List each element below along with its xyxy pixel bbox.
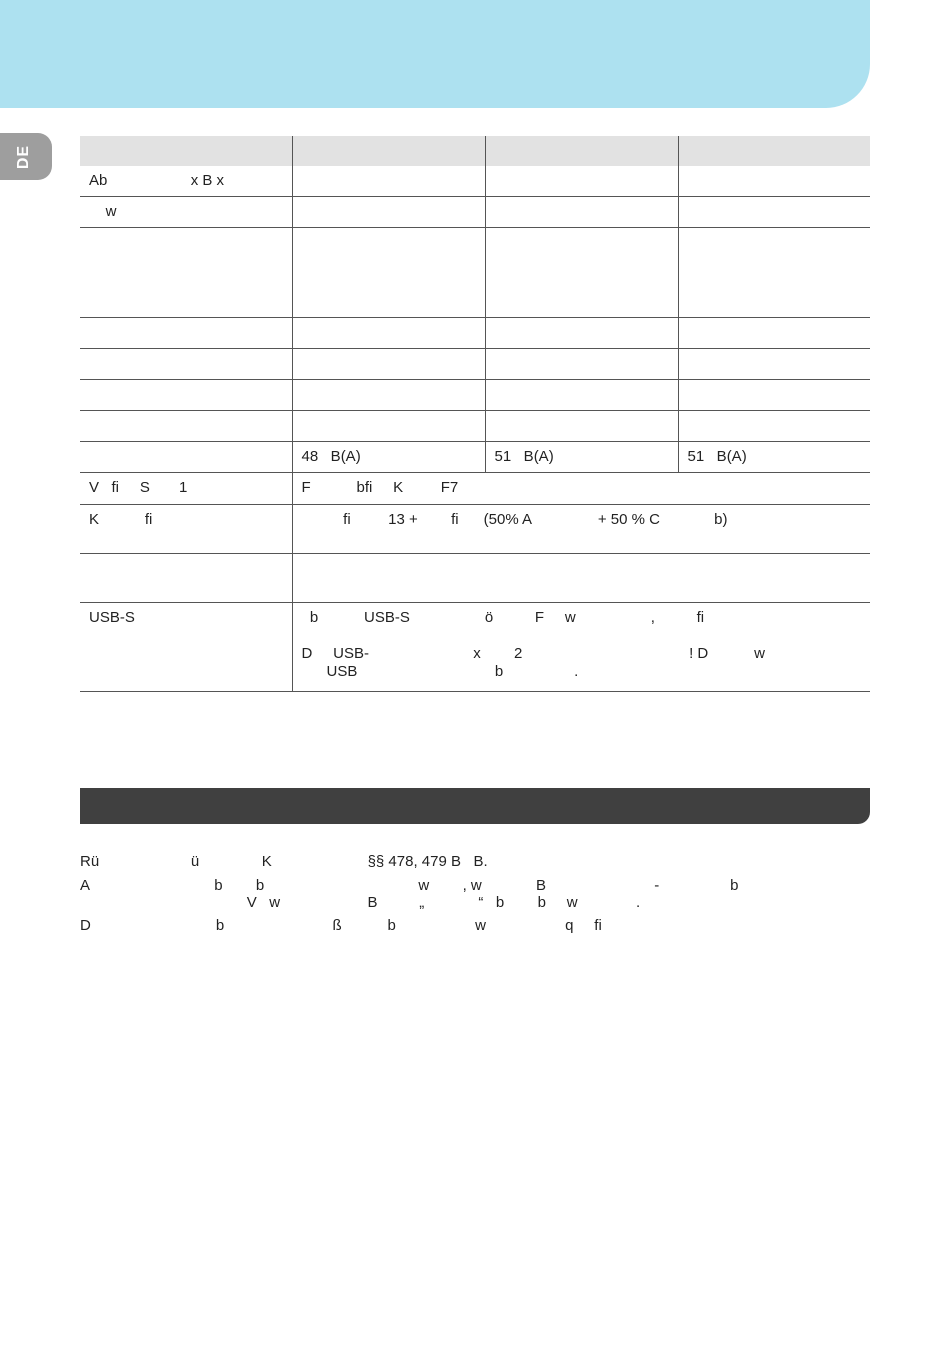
usb-note-line: D USB- x 2 ! D w USB b . bbox=[301, 645, 765, 680]
table-cell bbox=[292, 411, 485, 442]
table-row-usb bbox=[80, 603, 870, 692]
row-label bbox=[80, 318, 292, 349]
language-tab-label: DE bbox=[15, 144, 32, 170]
table-cell bbox=[485, 411, 678, 442]
table-cell bbox=[678, 349, 870, 380]
header-banner bbox=[0, 0, 870, 108]
table-row bbox=[80, 554, 870, 603]
paragraph: A b b w , w B - b V w B „ “ b b w . bbox=[80, 877, 739, 911]
row-label: V fi S 1 bbox=[80, 473, 292, 505]
table-row bbox=[80, 197, 870, 228]
table-row bbox=[80, 166, 870, 197]
table-cell: fi 13 + fi (50% A + 50 % C b) bbox=[292, 505, 870, 554]
row-label: K fi bbox=[80, 505, 292, 554]
table-cell bbox=[678, 228, 870, 318]
usb-note-cell bbox=[292, 603, 870, 692]
noise-value: 51 B(A) bbox=[678, 442, 870, 473]
table-cell bbox=[292, 349, 485, 380]
specs-table bbox=[80, 136, 870, 692]
table-cell bbox=[292, 554, 870, 603]
table-row bbox=[80, 380, 870, 411]
row-label: Ab x B x bbox=[80, 166, 292, 197]
table-cell bbox=[678, 411, 870, 442]
table-row bbox=[80, 228, 870, 318]
row-label bbox=[80, 380, 292, 411]
table-cell bbox=[485, 166, 678, 197]
row-label bbox=[80, 228, 292, 318]
noise-value: 48 B(A) bbox=[292, 442, 485, 473]
table-row bbox=[80, 411, 870, 442]
table-header-cell bbox=[292, 136, 485, 166]
table-cell bbox=[485, 197, 678, 228]
table-header-row bbox=[80, 136, 870, 166]
table-cell bbox=[485, 349, 678, 380]
table-row bbox=[80, 473, 870, 505]
paragraph: Rü ü K §§ 478, 479 B B. bbox=[80, 853, 488, 870]
table-cell bbox=[485, 228, 678, 318]
table-cell bbox=[485, 380, 678, 411]
table-cell bbox=[678, 318, 870, 349]
row-label bbox=[80, 442, 292, 473]
row-label: w bbox=[80, 197, 292, 228]
table-header-cell bbox=[485, 136, 678, 166]
row-label: USB-S bbox=[80, 603, 292, 692]
table-cell bbox=[292, 380, 485, 411]
table-row bbox=[80, 505, 870, 554]
table-header-cell bbox=[678, 136, 870, 166]
row-label bbox=[80, 554, 292, 603]
table-header-cell bbox=[80, 136, 292, 166]
paragraph: D b ß b w q fi bbox=[80, 917, 602, 934]
table-row bbox=[80, 318, 870, 349]
table-cell bbox=[678, 166, 870, 197]
table-cell bbox=[292, 318, 485, 349]
table-cell bbox=[678, 197, 870, 228]
section-header-bar bbox=[80, 788, 870, 824]
row-label bbox=[80, 349, 292, 380]
table-row-noise bbox=[80, 442, 870, 473]
table-cell bbox=[292, 228, 485, 318]
table-cell bbox=[678, 380, 870, 411]
table-cell bbox=[292, 166, 485, 197]
language-tab bbox=[0, 133, 52, 180]
usb-note-line: b USB-S ö F w , fi bbox=[301, 609, 705, 626]
table-cell bbox=[292, 197, 485, 228]
table-cell: F bfi K F7 bbox=[292, 473, 870, 505]
table-row bbox=[80, 349, 870, 380]
table-cell bbox=[485, 318, 678, 349]
noise-value: 51 B(A) bbox=[485, 442, 678, 473]
row-label bbox=[80, 411, 292, 442]
